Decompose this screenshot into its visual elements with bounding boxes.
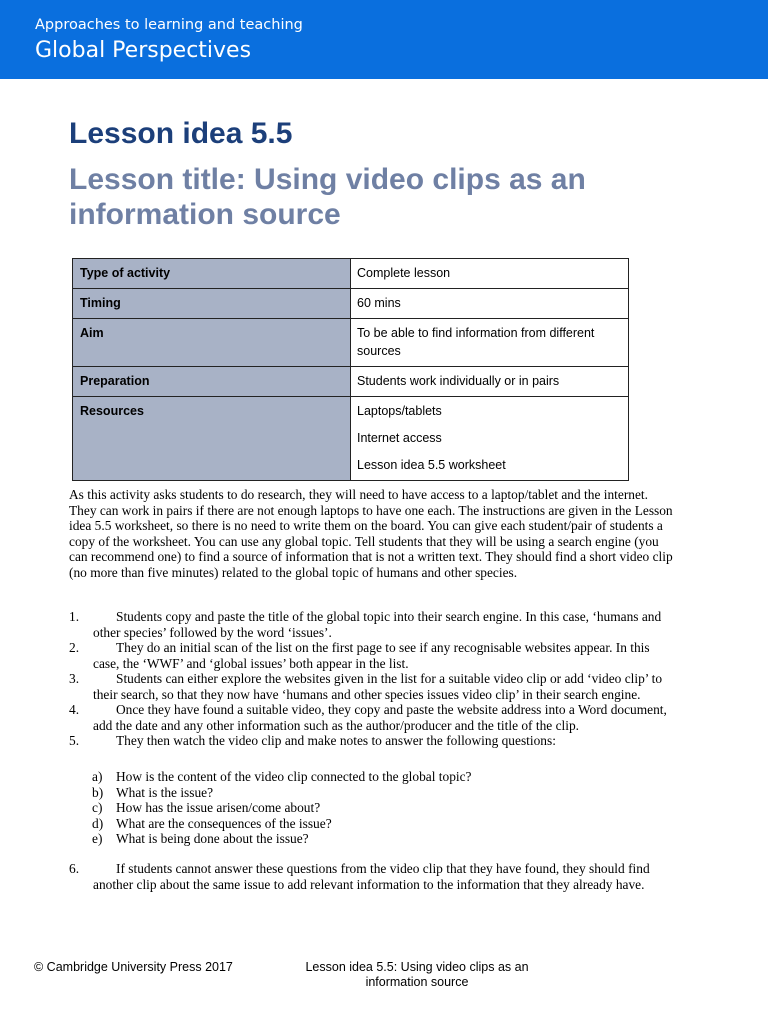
question-letter: e)	[92, 831, 103, 846]
step-text: They then watch the video clip and make notes to answer the following questions:	[116, 733, 556, 748]
questions-list	[92, 769, 652, 847]
list-item	[69, 733, 675, 749]
step-number: 3.	[69, 671, 80, 686]
header-title: Global Perspectives	[35, 38, 252, 63]
table-row-value	[351, 397, 629, 481]
lesson-info-table	[72, 258, 629, 481]
table-cell-text: Lesson idea 5.5 worksheet	[357, 458, 506, 472]
steps-list	[69, 609, 675, 749]
table-row	[73, 259, 629, 289]
table-cell-text: To be able to find information from different sources	[357, 326, 595, 358]
question-text: How has the issue arisen/come about?	[116, 800, 321, 815]
table-row-label: Timing	[73, 289, 351, 319]
table-row-label: Aim	[73, 319, 351, 367]
step-number: 1.	[69, 609, 80, 624]
table-row	[73, 397, 629, 481]
table-cell-text: Internet access	[357, 431, 442, 445]
table-row-label: Type of activity	[73, 259, 351, 289]
step-text: Once they have found a suitable video, they copy and paste the website address into a Word document, add the date and any other information such as the author/producer and the title of the clip.	[93, 702, 667, 733]
intro-paragraph: As this activity asks students to do research, they will need to have access to a laptop/tablet and the internet. They can work in pairs if there are not enough laptops to have one each. The instructions are given in the Lesson idea 5.5 worksheet, so there is no need to write them on the board. You can give each student/pair of students a copy of the worksheet. You can use any global topic. Tell students that they will be using a search engine (you can recommend one) to find a source of information that is not a written text. They should find a short video clip (no more than five minutes) related to the global topic of humans and other species.	[69, 487, 673, 580]
list-item	[69, 640, 675, 671]
lesson-title-heading: Lesson title: Using video clips as an information source	[69, 163, 586, 231]
table-row	[73, 367, 629, 397]
header-subtitle: Approaches to learning and teaching	[35, 17, 303, 33]
step-number: 5.	[69, 733, 80, 748]
step-text: Students copy and paste the title of the global topic into their search engine. In this case, ‘humans and other species’ followed by the word ‘issues’.	[93, 609, 662, 640]
table-row-value	[351, 319, 629, 367]
step-number: 4.	[69, 702, 80, 717]
header-band	[0, 0, 768, 79]
table-cell-text: Students work individually or in pairs	[357, 374, 560, 388]
table-row-value	[351, 289, 629, 319]
step-text: Students can either explore the websites given in the list for a suitable video clip or add ‘video clip’ to their search, so that they now have ‘humans and other species issues video clip’ in their search engine.	[93, 671, 663, 702]
table-row	[73, 319, 629, 367]
question-letter: a)	[92, 769, 103, 784]
lesson-idea-heading: Lesson idea 5.5	[69, 117, 293, 150]
table-row-value	[351, 367, 629, 397]
question-text: What is the issue?	[116, 784, 214, 800]
list-item	[69, 861, 675, 892]
footer-doc-title: Lesson idea 5.5: Using video clips as an information source	[305, 960, 529, 989]
table-cell-text: Complete lesson	[357, 266, 451, 280]
step-number: 2.	[69, 640, 80, 655]
question-text: What is being done about the issue?	[116, 831, 309, 846]
question-letter: b)	[92, 784, 104, 800]
table-row-value	[351, 259, 629, 289]
step-six	[69, 861, 675, 892]
table-row	[73, 289, 629, 319]
step-text: If students cannot answer these questions from the video clip that they have found, they should find another clip about the same issue to add relevant information to the information that they already have.	[93, 861, 650, 892]
question-text: How is the content of the video clip connected to the global topic?	[116, 769, 472, 784]
step-number: 6.	[69, 861, 80, 876]
footer-copyright: © Cambridge University Press 2017	[34, 960, 233, 974]
table-row-label: Resources	[73, 397, 351, 481]
table-cell-text: Laptops/tablets	[357, 404, 442, 418]
list-item	[69, 702, 675, 733]
question-text: What are the consequences of the issue?	[116, 815, 332, 831]
list-item	[69, 609, 675, 640]
list-item	[92, 831, 652, 847]
list-item	[92, 769, 652, 785]
list-item	[92, 816, 652, 832]
step-text: They do an initial scan of the list on the first page to see if any recognisable websites appear. In this case, the ‘WWF’ and ‘global issues’ both appear in the list.	[93, 640, 650, 671]
list-item	[69, 671, 675, 702]
table-row-label: Preparation	[73, 367, 351, 397]
list-item	[92, 785, 652, 801]
question-letter: c)	[92, 800, 103, 815]
question-letter: d)	[92, 815, 104, 831]
list-item	[92, 800, 652, 816]
table-cell-text: 60 mins	[357, 296, 401, 310]
